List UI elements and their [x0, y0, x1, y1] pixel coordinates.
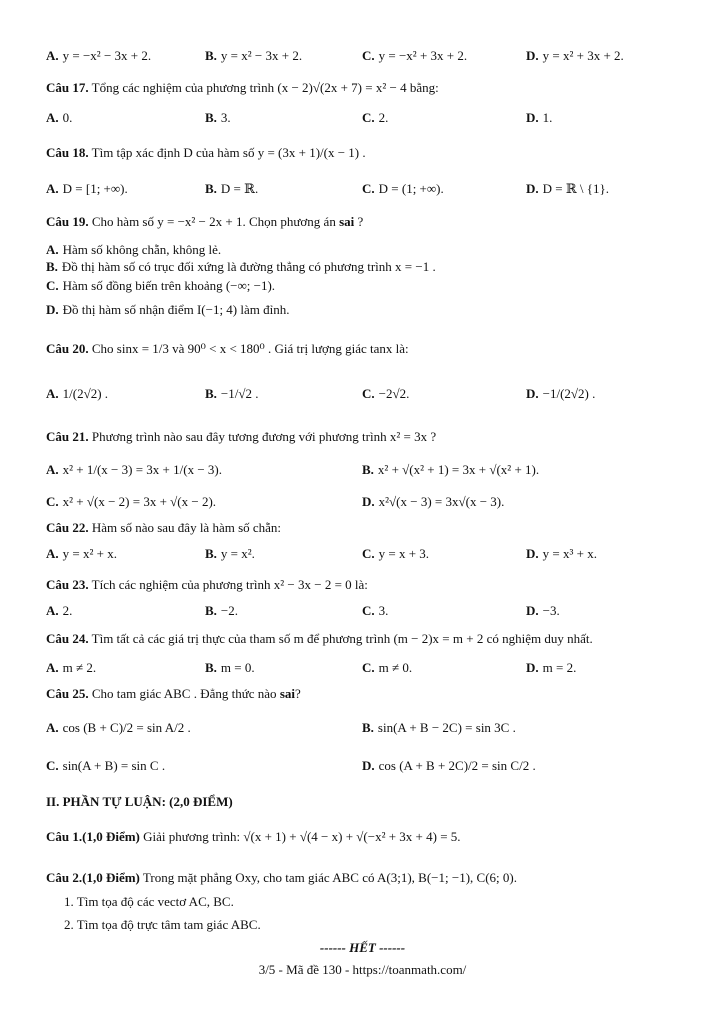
q23-stem: Câu 23. Tích các nghiệm của phương trình x² − 3x − 2 = 0 là: [46, 577, 368, 592]
q17-stem: Câu 17. Tổng các nghiệm của phương trình (x − 2)√(2x + 7) = x² − 4 bằng: [46, 80, 439, 95]
q18-option-b: B. D = ℝ. [205, 181, 259, 196]
q24-option-d: D. m = 2. [526, 660, 577, 675]
q24-stem: Câu 24. Tìm tất cả các giá trị thực của tham số m để phương trình (m − 2)x = m + 2 có nghiệm duy nhất. [46, 631, 593, 646]
q16-option-c: C. y = −x² + 3x + 2. [362, 48, 468, 63]
q23-option-c: C. 3. [362, 603, 389, 618]
q16-option-a: A. y = −x² − 3x + 2. [46, 48, 152, 63]
q17-option-b: B. 3. [205, 110, 231, 125]
q21-stem: Câu 21. Phương trình nào sau đây tương đương với phương trình x² = 3x ? [46, 429, 437, 444]
essay-2: Câu 2.(1,0 Điểm) Trong mặt phẳng Oxy, cho tam giác ABC có A(3;1), B(−1; −1), C(6; 0). [46, 870, 517, 885]
q20-option-b: B. −1/√2 . [205, 386, 259, 401]
q18-option-d: D. D = ℝ \ {1}. [526, 181, 610, 196]
q25-stem: Câu 25. Cho tam giác ABC . Đẳng thức nào sai? [46, 686, 301, 701]
q22-stem: Câu 22. Hàm số nào sau đây là hàm số chẵn: [46, 520, 282, 535]
q22-option-c: C. y = x + 3. [362, 546, 430, 561]
q18-option-a: A. D = [1; +∞). [46, 181, 128, 196]
essay-2-part-1: 1. Tìm tọa độ các vectơ AC, BC. [64, 894, 234, 909]
q18-stem: Câu 18. Tìm tập xác định D của hàm số y = (3x + 1)/(x − 1) . [46, 145, 366, 160]
q20-option-d: D. −1/(2√2) . [526, 386, 596, 401]
q23-option-b: B. −2. [205, 603, 239, 618]
q21-option-a: A. x² + 1/(x − 3) = 3x + 1/(x − 3). [46, 462, 222, 477]
q21-option-c: C. x² + √(x − 2) = 3x + √(x − 2). [46, 494, 217, 509]
q25-option-b: B. sin(A + B − 2C) = sin 3C . [362, 720, 516, 735]
q22-option-a: A. y = x² + x. [46, 546, 117, 561]
q25-option-c: C. sin(A + B) = sin C . [46, 758, 166, 773]
q25-option-d: D. cos (A + B + 2C)/2 = sin C/2 . [362, 758, 536, 773]
q19-option-b: B. Đồ thị hàm số có trục đối xứng là đường thẳng có phương trình x = −1 . [46, 259, 436, 274]
q22-option-d: D. y = x³ + x. [526, 546, 597, 561]
q19-option-c: C. Hàm số đồng biến trên khoảng (−∞; −1). [46, 278, 276, 293]
q20-stem: Câu 20. Cho sinx = 1/3 và 90⁰ < x < 180⁰ . Giá trị lượng giác tanx là: [46, 341, 409, 356]
part2-heading: II. PHẦN TỰ LUẬN: (2,0 ĐIỂM) [46, 794, 233, 809]
q21-option-b: B. x² + √(x² + 1) = 3x + √(x² + 1). [362, 462, 540, 477]
page-footer: 3/5 - Mã đề 130 - https://toanmath.com/ [258, 962, 467, 977]
q19-stem: Câu 19. Cho hàm số y = −x² − 2x + 1. Chọn phương án sai ? [46, 214, 364, 229]
q19-option-d: D. Đồ thị hàm số nhận điểm I(−1; 4) làm đỉnh. [46, 302, 290, 317]
q21-option-d: D. x²√(x − 3) = 3x√(x − 3). [362, 494, 505, 509]
q20-option-c: C. −2√2. [362, 386, 410, 401]
essay-2-part-2: 2. Tìm tọa độ trực tâm tam giác ABC. [64, 917, 261, 932]
q16-option-d: D. y = x² + 3x + 2. [526, 48, 624, 63]
q24-option-b: B. m = 0. [205, 660, 255, 675]
q20-option-a: A. 1/(2√2) . [46, 386, 109, 401]
q23-option-d: D. −3. [526, 603, 560, 618]
q17-option-d: D. 1. [526, 110, 553, 125]
q18-option-c: C. D = (1; +∞). [362, 181, 444, 196]
q17-option-a: A. 0. [46, 110, 73, 125]
q19-option-a: A. Hàm số không chẵn, không lẻ. [46, 242, 222, 257]
q24-option-a: A. m ≠ 2. [46, 660, 97, 675]
q16-option-b: B. y = x² − 3x + 2. [205, 48, 303, 63]
essay-1: Câu 1.(1,0 Điểm) Giải phương trình: √(x + 1) + √(4 − x) + √(−x² + 3x + 4) = 5. [46, 829, 461, 844]
end-marker: ------ HẾT ------ [319, 940, 406, 955]
q25-option-a: A. cos (B + C)/2 = sin A/2 . [46, 720, 191, 735]
q23-option-a: A. 2. [46, 603, 73, 618]
q22-option-b: B. y = x². [205, 546, 255, 561]
q24-option-c: C. m ≠ 0. [362, 660, 413, 675]
q17-option-c: C. 2. [362, 110, 389, 125]
